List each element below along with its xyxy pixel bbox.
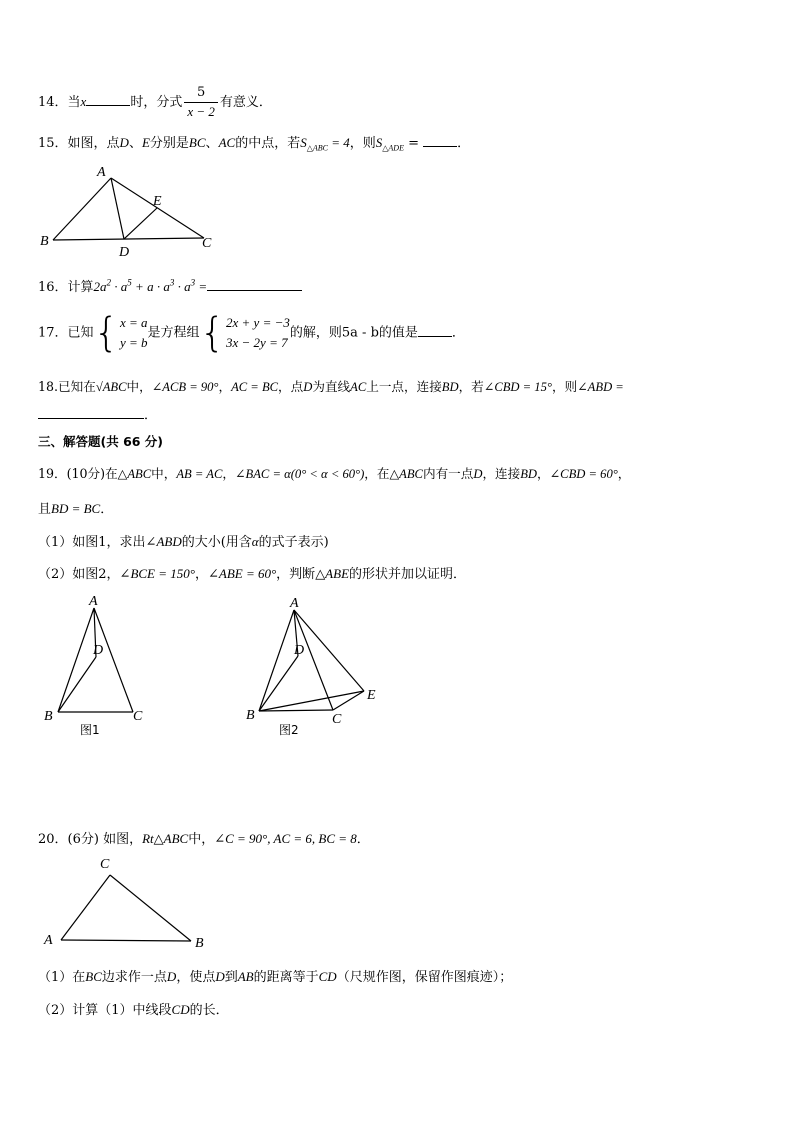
segment-AB [61, 940, 191, 941]
fig1-segment-BD [58, 657, 96, 712]
figure-15 [36, 160, 226, 260]
label-C: C [100, 857, 110, 872]
fig2-segment-BC [259, 710, 333, 711]
fig2-label-A: A [290, 596, 299, 611]
system-1: x = a y = b [120, 315, 148, 350]
fig1-label-C: C [133, 709, 143, 724]
answer-blank[interactable] [38, 418, 144, 419]
question-19-line-1: 19．(10分)在△ABC中，AB = AC，∠BAC = α(0° < α < 60°)，在△ABC内有一点D，连接BD，∠CBD = 60°， [38, 466, 631, 481]
label-E: E [153, 194, 162, 209]
fig1-label-A: A [89, 594, 98, 609]
segment-BC [53, 238, 204, 240]
question-19-part-2: （2）如图2，∠BCE = 150°，∠ABE = 60°，判断△ABE的形状并加以证明． [38, 566, 467, 582]
brace-icon: { [199, 310, 226, 356]
question-14: 14．当x 时，分式 $\frac{5}{x - 2}$ 有意义． [38, 85, 272, 119]
segment-AC [61, 875, 110, 940]
fig1-label-D: D [93, 643, 104, 658]
fig2-label-C: C [332, 712, 342, 727]
fig1-label-B: B [44, 709, 53, 724]
question-19-line-2: 且BD = BC． [38, 501, 114, 517]
segment-CB [110, 875, 191, 941]
label-A: A [44, 933, 53, 948]
fig2-label-E: E [367, 688, 376, 703]
question-20-part-1: （1）在BC边求作一点D，使点D到AB的距离等于CD（尺规作图，保留作图痕迹）； [38, 969, 513, 985]
label-B: B [195, 936, 204, 951]
label-B: B [40, 234, 49, 249]
answer-blank[interactable] [423, 146, 457, 147]
question-15: 15．如图，点D、E分别是BC、AC的中点，若$S_{\triangle ABC} = 4$，则$S_{\triangle ADE}$ = ． [38, 135, 471, 153]
answer-blank[interactable] [207, 290, 302, 291]
section-header: 三、解答题(共 66 分) [38, 434, 164, 449]
fig2-caption: 图2 [279, 723, 299, 737]
fig2-segment-AC [294, 610, 333, 710]
fig1-caption: 图1 [80, 723, 100, 737]
fig2-segment-BD [259, 656, 298, 711]
brace-icon: { [93, 310, 119, 356]
system-2: 2x + y = −3 3x − 2y = 7 [226, 315, 290, 350]
segment-AD [111, 178, 124, 239]
segment-DE [124, 208, 157, 239]
answer-blank[interactable] [418, 336, 452, 337]
question-17: 17．已知{ x = a y = b 是方程组{ 2x + y = −3 3x − 2y = 7 的解，则5a - b的值是 ． [38, 310, 465, 356]
question-20-part-2: （2）计算（1）中线段CD的长． [38, 1002, 229, 1018]
fraction: $\frac{5}{x - 2}$ [184, 84, 218, 121]
question-18-answer-line: ． [38, 404, 157, 423]
label-C: C [202, 236, 212, 251]
fig1-segment-AC [94, 608, 133, 712]
expression: $2a^2 \cdot a^5 + a \cdot a^3 \cdot a^3$ = [93, 277, 208, 294]
figure-19 [36, 590, 396, 745]
question-20: 20．(6分) 如图，Rt△ABC中，∠C = 90°, AC = 6, BC = 8． [38, 831, 370, 847]
fig2-segment-AE [294, 610, 364, 691]
question-16: 16．计算$2a^2 \cdot a^5 + a \cdot a^3 \cdot a^3$ = [38, 276, 302, 295]
fig2-label-B: B [246, 708, 255, 723]
label-A: A [97, 165, 106, 180]
fig1-segment-AB [58, 608, 94, 712]
question-19-part-1: （1）如图1，求出∠ABD的大小(用含α的式子表示) [38, 534, 329, 550]
fig2-label-D: D [294, 643, 305, 658]
answer-blank[interactable] [86, 105, 130, 106]
question-18: 18.已知在√ABC中，∠ACB = 90°，AC = BC，点D为直线AC上一点，连接BD，若∠CBD = 15°，则∠ABD = [38, 379, 624, 394]
figure-20 [36, 852, 216, 952]
label-D: D [119, 245, 130, 260]
fig2-segment-AB [259, 610, 294, 711]
segment-AB [53, 178, 111, 240]
